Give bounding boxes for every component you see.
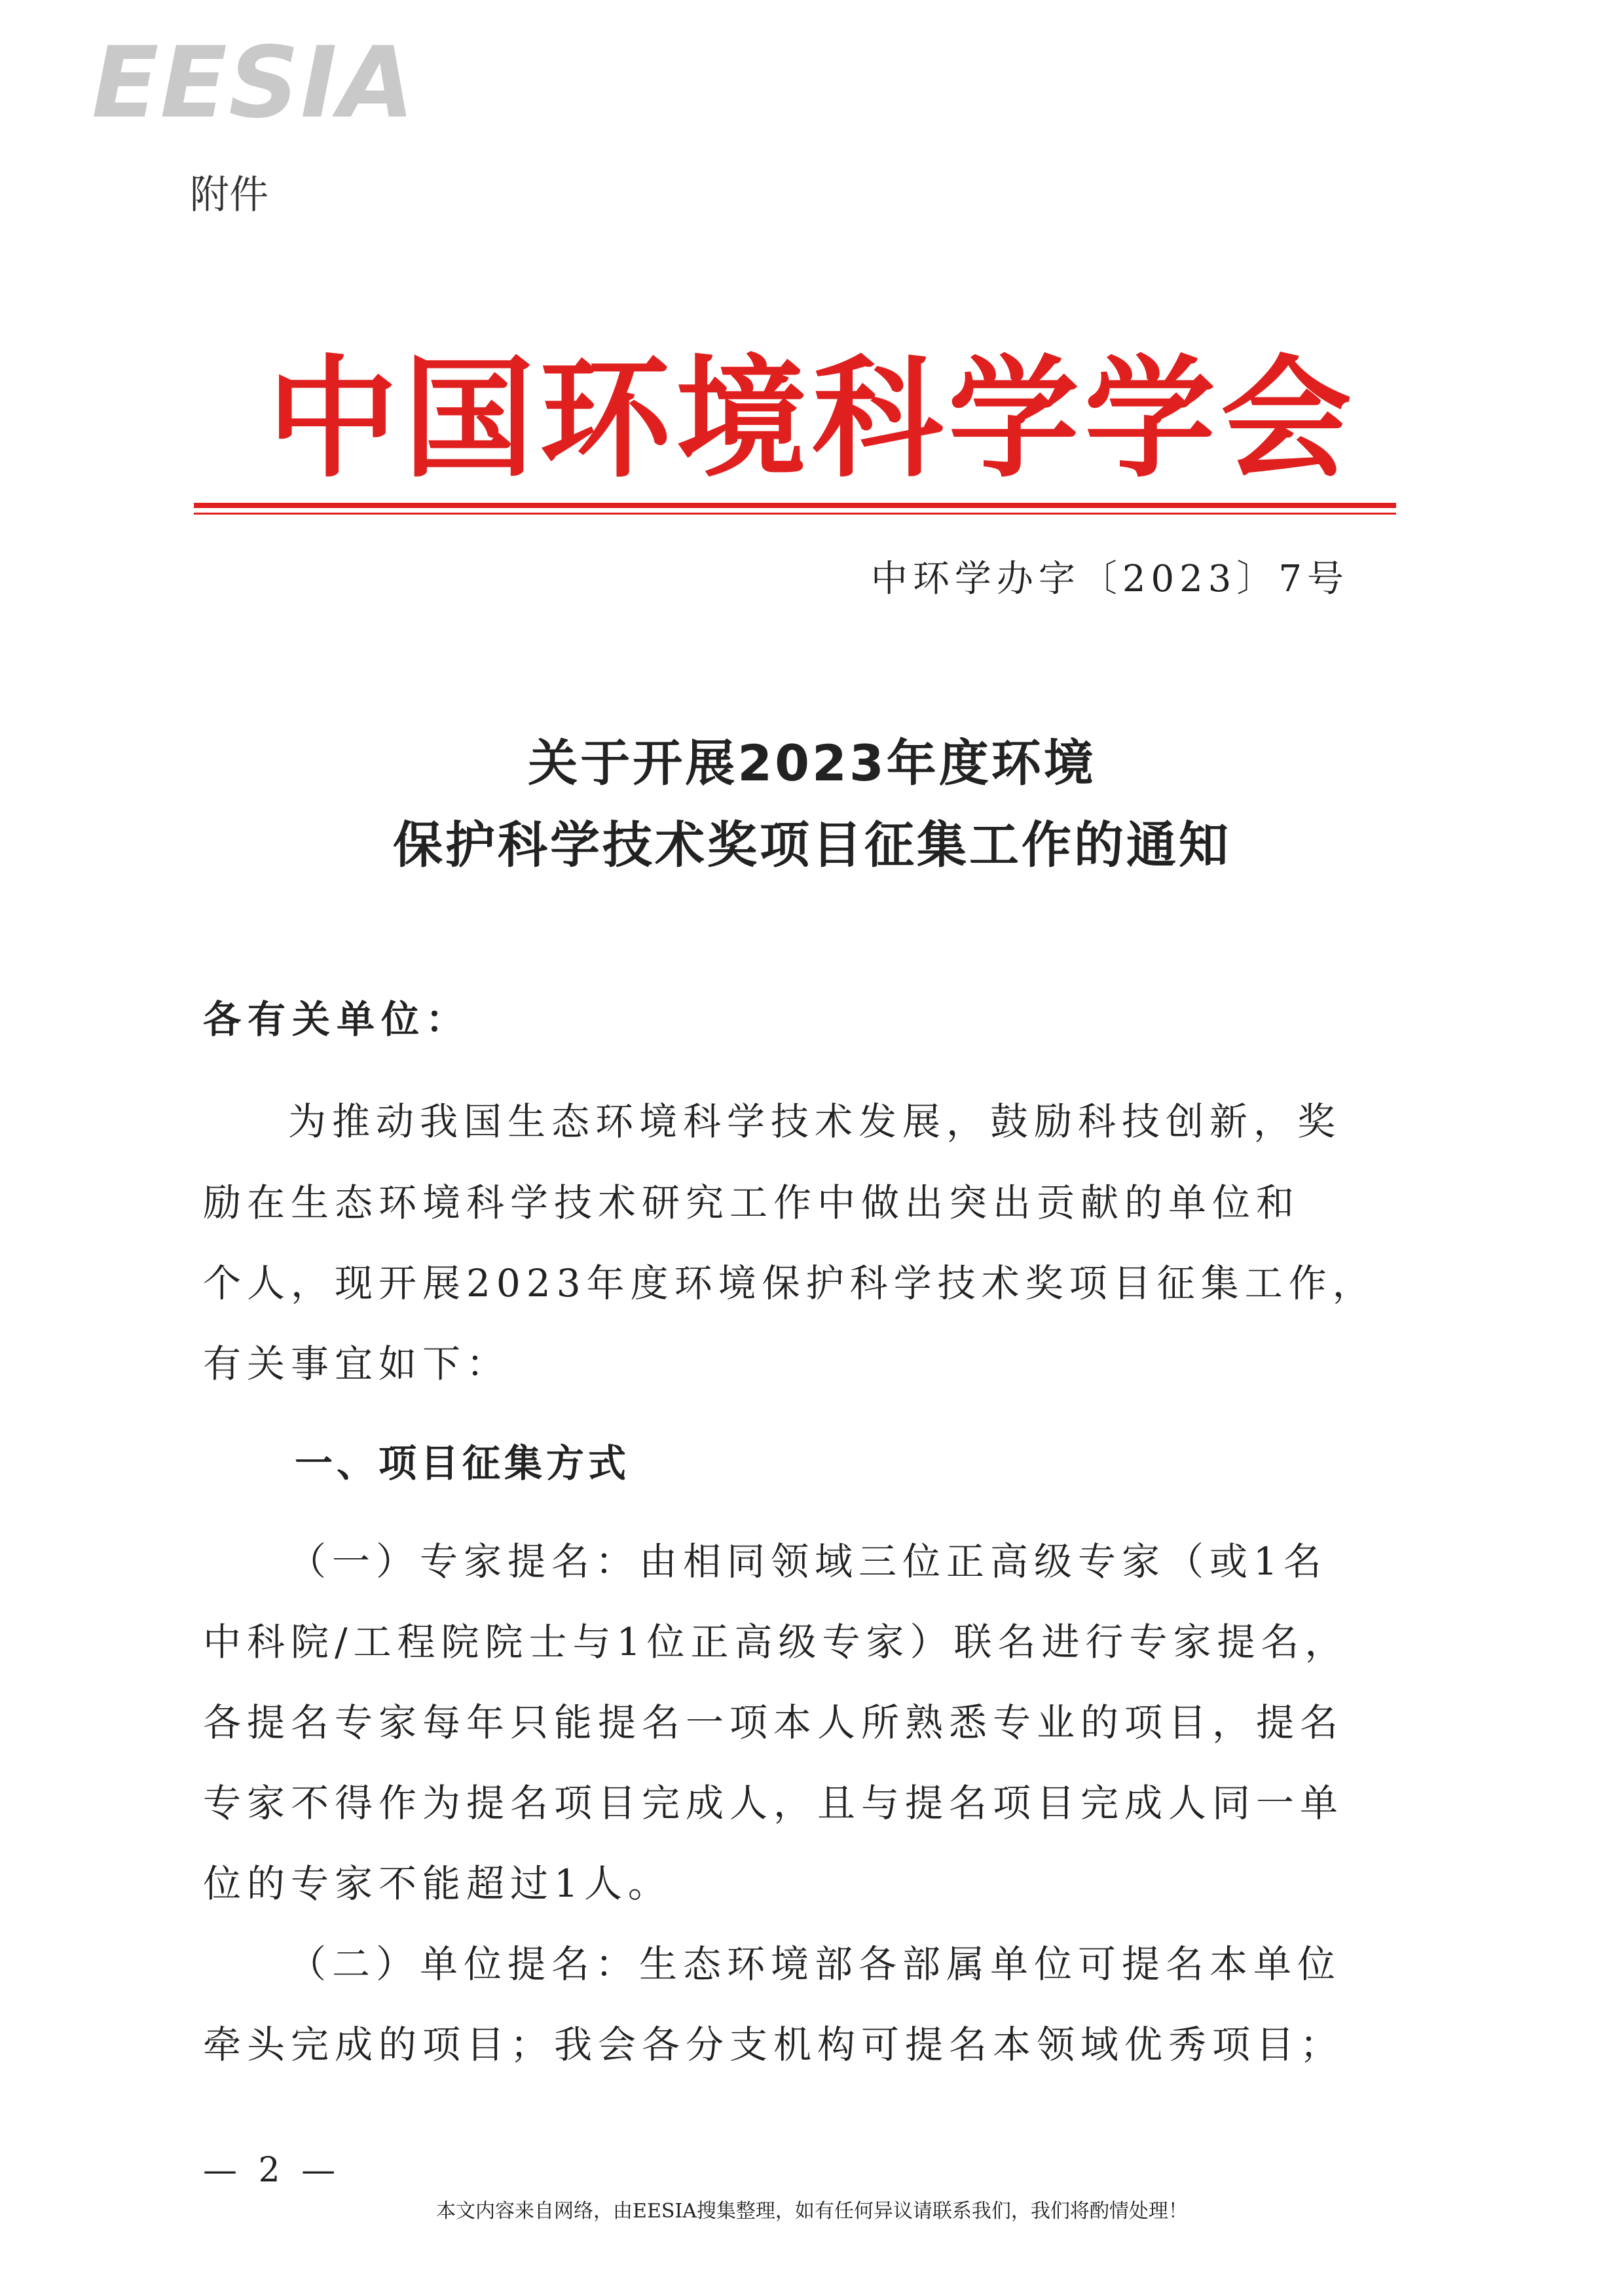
paragraph-line: 励在生态环境科学技术研究工作中做出突出贡献的单位和 [203,1180,1301,1225]
eesia-logo: EESIA [92,26,416,140]
title-line-2: 保护科学技术奖项目征集工作的通知 [393,816,1231,874]
footer-note: 本文内容来自网络，由EESIA搜集整理，如有任何异议请联系我们，我们将酌情处理！ [436,2200,1188,2223]
document-number: 中环学办字〔2023〕7号 [870,558,1349,600]
paragraph-line: （一）专家提名：由相同领域三位正高级专家（或1名 [288,1539,1327,1584]
page-number: — 2 — [203,2151,341,2190]
salutation: 各有关单位： [203,997,471,1042]
organization-header: 中国环境科学学会 [267,343,1357,496]
paragraph-line: 专家不得作为提名项目完成人，且与提名项目完成人同一单 [203,1781,1344,1825]
section-heading: 一、项目征集方式 [295,1441,631,1485]
paragraph-line: 牵头完成的项目；我会各分支机构可提名本领域优秀项目； [203,2022,1344,2067]
paragraph-line: （二）单位提名：生态环境部各部属单位可提名本单位 [288,1942,1342,1986]
header-red-rule [194,503,1396,508]
header-red-rule-thin [194,513,1396,515]
paragraph-line: 各提名专家每年只能提名一项本人所熟悉专业的项目，提名 [203,1700,1344,1745]
paragraph-line: 为推动我国生态环境科学技术发展，鼓励科技创新，奖 [288,1099,1342,1144]
paragraph-line: 位的专家不能超过1人。 [203,1861,672,1906]
paragraph-line: 中科院/工程院院士与1位正高级专家）联名进行专家提名， [203,1620,1349,1664]
paragraph-line: 有关事宜如下： [203,1341,511,1386]
attachment-label: 附件 [190,172,268,218]
title-line-1: 关于开展2023年度环境 [528,734,1096,792]
paragraph-line: 个人，现开展2023年度环境保护科学技术奖项目征集工作， [203,1261,1376,1305]
